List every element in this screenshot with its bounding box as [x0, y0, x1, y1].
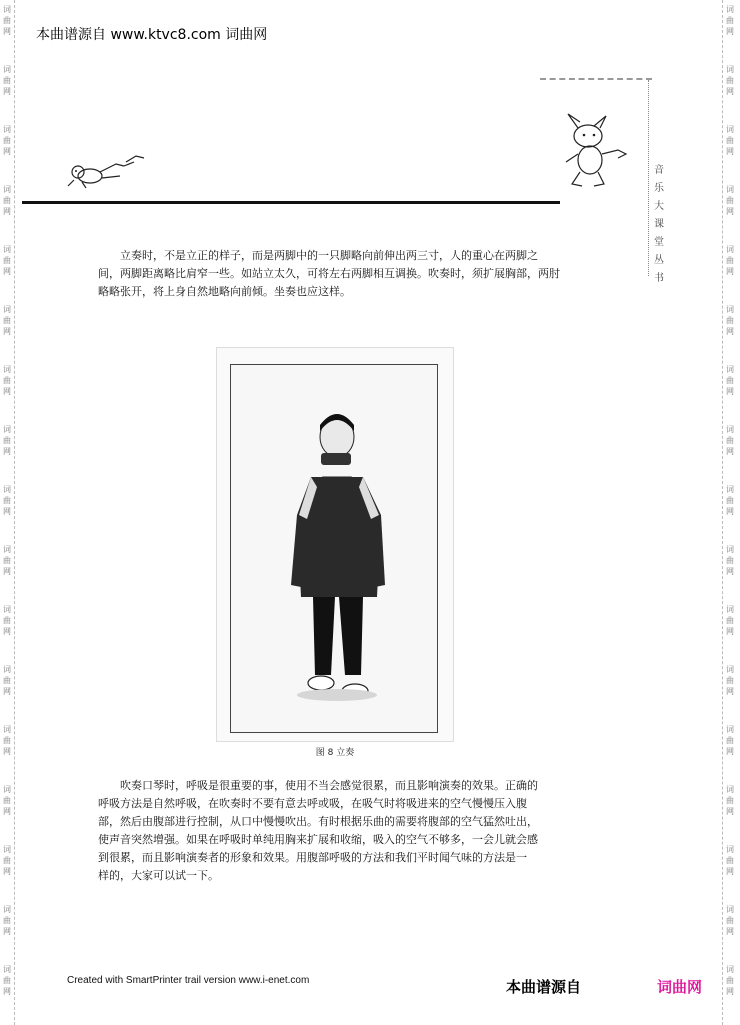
- margin-watermark-char: 网: [726, 87, 734, 96]
- series-char: 书: [654, 273, 664, 284]
- margin-watermark-char: 词: [3, 65, 11, 74]
- margin-watermark-char: 网: [3, 267, 11, 276]
- margin-watermark-char: 曲: [3, 976, 11, 985]
- margin-watermark-char: 曲: [3, 316, 11, 325]
- margin-watermark-char: 词: [3, 305, 11, 314]
- margin-watermark-char: 网: [3, 87, 11, 96]
- margin-watermark-char: 词: [3, 185, 11, 194]
- rabbit-cartoon-illustration: [554, 110, 634, 190]
- margin-watermark-char: 词: [726, 905, 734, 914]
- margin-watermark-char: 词: [726, 65, 734, 74]
- series-char: 课: [654, 219, 664, 230]
- series-char: 堂: [654, 237, 664, 248]
- margin-watermark-char: 网: [726, 567, 734, 576]
- footer-site-label: 词曲网: [657, 978, 703, 996]
- margin-watermark-char: 曲: [726, 16, 734, 25]
- margin-watermark-char: 曲: [726, 916, 734, 925]
- margin-watermark-char: 曲: [726, 616, 734, 625]
- margin-watermark-char: 曲: [3, 376, 11, 385]
- margin-watermark-char: 曲: [726, 256, 734, 265]
- paragraph-line: 呼吸方法是自然呼吸，在吹奏时不要有意去呼或吸，在吸气时将吸进来的空气慢慢压入腹: [98, 797, 527, 810]
- margin-watermark-char: 词: [726, 665, 734, 674]
- margin-watermark-char: 词: [3, 5, 11, 14]
- margin-watermark-char: 词: [726, 125, 734, 134]
- margin-watermark-char: 词: [726, 605, 734, 614]
- margin-watermark-char: 曲: [726, 376, 734, 385]
- margin-watermark-char: 网: [3, 507, 11, 516]
- margin-watermark-char: 词: [726, 305, 734, 314]
- paragraph-line: 立奏时，不是立正的样子，而是两脚中的一只脚略向前伸出两三寸，人的重心在两脚之: [120, 249, 538, 262]
- margin-watermark-char: 网: [3, 927, 11, 936]
- margin-watermark-char: 曲: [3, 796, 11, 805]
- margin-watermark-char: 网: [3, 867, 11, 876]
- paragraph-line: 吹奏口琴时，呼吸是很重要的事，使用不当会感觉很累，而且影响演奏的效果。正确的: [120, 779, 538, 792]
- margin-watermark-char: 词: [3, 425, 11, 434]
- margin-watermark-char: 网: [726, 27, 734, 36]
- margin-watermark-char: 网: [726, 207, 734, 216]
- margin-watermark-char: 网: [3, 207, 11, 216]
- margin-watermark-char: 词: [726, 185, 734, 194]
- margin-watermark-char: 词: [3, 545, 11, 554]
- paragraph-line: 到很累，而且影响演奏者的形象和效果。用腹部呼吸的方法和我们平时闻气味的方法是一: [98, 851, 527, 864]
- margin-watermark-char: 曲: [726, 496, 734, 505]
- margin-watermark-char: 网: [3, 987, 11, 996]
- margin-watermark-char: 曲: [3, 256, 11, 265]
- margin-watermark-char: 网: [3, 807, 11, 816]
- margin-watermark-char: 词: [726, 485, 734, 494]
- margin-watermark-char: 曲: [726, 676, 734, 685]
- header-rule: [22, 201, 560, 204]
- margin-watermark-char: 词: [726, 545, 734, 554]
- margin-watermark-char: 网: [3, 27, 11, 36]
- margin-watermark-char: 曲: [3, 916, 11, 925]
- margin-watermark-char: 词: [726, 245, 734, 254]
- margin-watermark-char: 曲: [726, 736, 734, 745]
- series-title-vertical: [650, 162, 668, 288]
- margin-watermark-char: 曲: [726, 436, 734, 445]
- margin-watermark-char: 网: [3, 687, 11, 696]
- margin-watermark-char: 曲: [3, 496, 11, 505]
- margin-watermark-char: 曲: [726, 556, 734, 565]
- margin-watermark-char: 曲: [726, 196, 734, 205]
- right-margin-watermark: [722, 0, 737, 1025]
- standing-performer-photo: [230, 364, 438, 733]
- left-margin-watermark: [0, 0, 15, 1025]
- margin-watermark-char: 曲: [3, 436, 11, 445]
- margin-watermark-char: 网: [726, 807, 734, 816]
- margin-watermark-char: 词: [726, 5, 734, 14]
- margin-watermark-char: 曲: [726, 316, 734, 325]
- margin-watermark-char: 曲: [3, 856, 11, 865]
- decorative-dash-line: [540, 78, 652, 80]
- margin-watermark-char: 网: [726, 447, 734, 456]
- margin-watermark-char: 网: [726, 627, 734, 636]
- margin-watermark-char: 词: [3, 905, 11, 914]
- margin-watermark-char: 曲: [3, 136, 11, 145]
- margin-watermark-char: 词: [3, 365, 11, 374]
- series-char: 大: [654, 201, 664, 212]
- paragraph-line: 样的，大家可以试一下。: [98, 869, 219, 882]
- margin-watermark-char: 网: [726, 147, 734, 156]
- paragraph-line: 略略张开，将上身自然地略向前倾。坐奏也应这样。: [98, 285, 351, 298]
- paragraph-breathing: [98, 777, 548, 885]
- margin-watermark-char: 词: [726, 425, 734, 434]
- margin-watermark-char: 词: [726, 785, 734, 794]
- margin-watermark-char: 网: [726, 387, 734, 396]
- margin-watermark-char: 词: [3, 725, 11, 734]
- margin-watermark-char: 网: [3, 387, 11, 396]
- paragraph-line: 部，然后由腹部进行控制，从口中慢慢吹出。有时根据乐曲的需要将腹部的空气猛然吐出，: [98, 815, 538, 828]
- margin-watermark-char: 网: [3, 327, 11, 336]
- margin-watermark-char: 词: [3, 845, 11, 854]
- performer-figure: [231, 365, 437, 732]
- series-char: 乐: [654, 183, 664, 194]
- margin-watermark-char: 曲: [3, 736, 11, 745]
- margin-watermark-char: 词: [3, 785, 11, 794]
- margin-watermark-char: 网: [3, 447, 11, 456]
- figure-caption: 图 8 立奏: [315, 748, 355, 758]
- paragraph-line: 间，两脚距离略比肩窄一些。如站立太久，可将左右两脚相互调换。吹奏时，须扩展胸部，两肘: [98, 267, 560, 280]
- margin-watermark-char: 网: [3, 747, 11, 756]
- margin-watermark-char: 词: [726, 845, 734, 854]
- margin-watermark-char: 词: [726, 965, 734, 974]
- margin-watermark-char: 曲: [726, 136, 734, 145]
- decorative-vertical-line: [648, 80, 649, 276]
- margin-watermark-char: 网: [726, 507, 734, 516]
- margin-watermark-char: 曲: [726, 76, 734, 85]
- margin-watermark-char: 网: [726, 327, 734, 336]
- margin-watermark-char: 曲: [3, 16, 11, 25]
- margin-watermark-char: 曲: [726, 796, 734, 805]
- series-char: 音: [654, 165, 664, 176]
- margin-watermark-char: 曲: [726, 856, 734, 865]
- margin-watermark-char: 曲: [3, 616, 11, 625]
- margin-watermark-char: 网: [726, 267, 734, 276]
- footer-created-with: Created with SmartPrinter trail version www.i-enet.com: [67, 975, 310, 986]
- footer-source-label: 本曲谱源自: [506, 978, 582, 996]
- series-char: 丛: [654, 255, 664, 266]
- margin-watermark-char: 网: [726, 867, 734, 876]
- margin-watermark-char: 词: [726, 725, 734, 734]
- margin-watermark-char: 网: [3, 567, 11, 576]
- flying-cartoon-illustration: [64, 148, 148, 192]
- margin-watermark-char: 词: [3, 245, 11, 254]
- header-title: 本曲谱源自 www.ktvc8.com 词曲网: [36, 27, 268, 43]
- margin-watermark-char: 词: [726, 365, 734, 374]
- margin-watermark-char: 曲: [3, 196, 11, 205]
- margin-watermark-char: 网: [726, 987, 734, 996]
- margin-watermark-char: 曲: [3, 676, 11, 685]
- margin-watermark-char: 词: [3, 485, 11, 494]
- paragraph-standing-posture: [98, 247, 558, 301]
- margin-watermark-char: 网: [3, 627, 11, 636]
- margin-watermark-char: 词: [3, 125, 11, 134]
- margin-watermark-char: 曲: [3, 76, 11, 85]
- margin-watermark-char: 网: [3, 147, 11, 156]
- paragraph-line: 使声音突然增强。如果在呼吸时单纯用胸来扩展和收缩，吸入的空气不够多，一会儿就会感: [98, 833, 538, 846]
- margin-watermark-char: 曲: [3, 556, 11, 565]
- margin-watermark-char: 网: [726, 927, 734, 936]
- margin-watermark-char: 网: [726, 687, 734, 696]
- margin-watermark-char: 词: [3, 665, 11, 674]
- margin-watermark-char: 词: [3, 605, 11, 614]
- margin-watermark-char: 网: [726, 747, 734, 756]
- margin-watermark-char: 词: [3, 965, 11, 974]
- margin-watermark-char: 曲: [726, 976, 734, 985]
